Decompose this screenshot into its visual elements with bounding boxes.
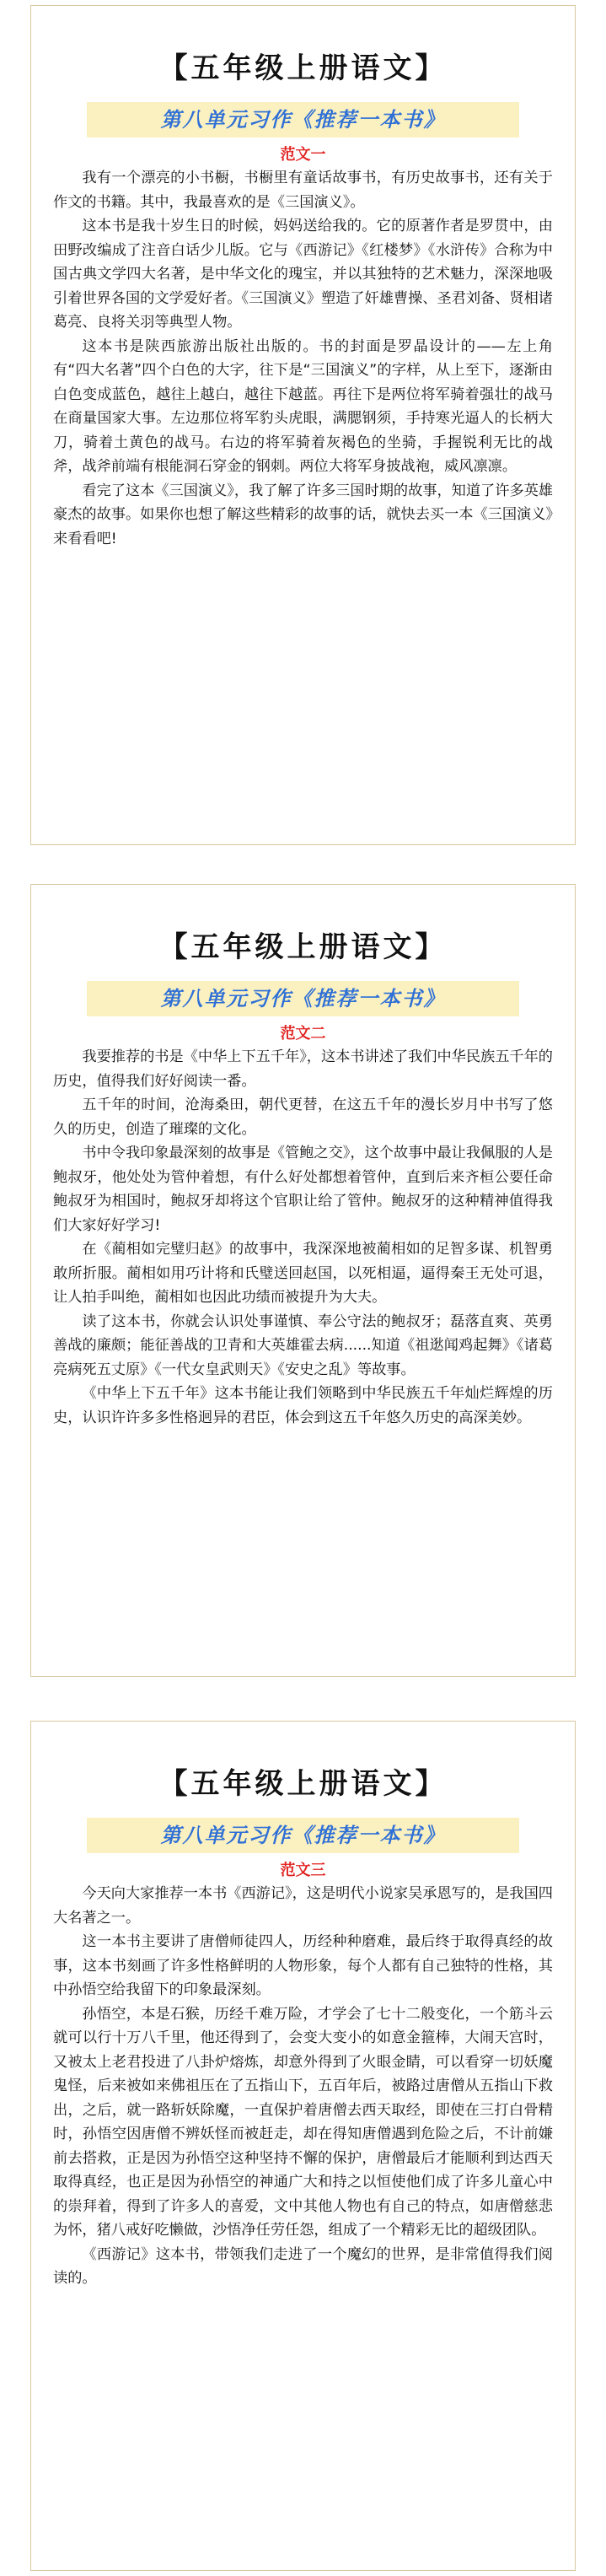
essay-label: 范文三 [280, 1862, 326, 1879]
essay-paragraph: 这本书是我十岁生日的时候，妈妈送给我的。它的原著作者是罗贯中，由田野改编成了注音白话少儿版。它与《西游记》《红楼梦》《水浒传》合称为中国古典文学四大名著，是中华文化的瑰宝，并以其独特的艺术魅力，深深地吸引着世界各国的文学爱好者。《三国演义》塑造了奸雄曹操、圣君刘备、贤相诸葛亮、良将关羽等典型人物。 [53, 218, 553, 331]
essay-card-3 [30, 1721, 576, 2571]
essay-paragraph: 读了这本书，你就会认识处事谨慎、奉公守法的鲍叔牙；磊落直爽、英勇善战的廉颇；能征善战的卫青和大英雄霍去病......知道《祖逖闻鸡起舞》《诸葛亮病死五丈原》《一代女皇武则天》《安史之乱》等故事。 [53, 1312, 553, 1378]
essay-paragraph: 我要推荐的书是《中华上下五千年》，这本书讲述了我们中华民族五千年的历史，值得我们好好阅读一番。 [53, 1048, 553, 1090]
essay-label: 范文二 [280, 1025, 326, 1043]
essay-paragraph: 孙悟空，本是石猴，历经千难万险，才学会了七十二般变化，一个筋斗云就可以行十万八千里，他还得到了，会变大变小的如意金箍棒，大闹天宫时，又被太上老君投进了八卦炉熔炼，却意外得到了火眼金睛，可以看穿一切妖魔鬼怪，后来被如来佛祖压在了五指山下，五百年后，被路过唐僧从五指山下救出，之后，就一路斩妖除魔，一直保护着唐僧去西天取经，即使在三打白骨精时，孙悟空因唐僧不辨妖怪而被赶走，却在得知唐僧遇到危险之后，不计前嫌前去搭救，正是因为孙悟空这种坚持不懈的保护，唐僧最后才能顺利到达西天取得真经，也正是因为孙悟空的神通广大和持之以恒使他们成了许多儿童心中的崇拜着，得到了许多人的喜爱，文中其他人物也有自己的特点，如唐僧慈悲为怀，猪八戒好吃懒做，沙悟净任劳任怨，组成了一个精彩无比的超级团队。 [53, 2005, 553, 2239]
essay-card-1 [30, 5, 576, 845]
essay-paragraph: 《中华上下五千年》这本书能让我们领略到中华民族五千年灿烂辉煌的历史，认识许许多多性格迥异的君臣，体会到这五千年悠久历史的高深美妙。 [53, 1385, 553, 1426]
essay-paragraph: 这本书是陕西旅游出版社出版的。书的封面是罗晶设计的——左上角有“四大名著”四个白色的大字，往下是“三国演义”的字样，从上至下，逐渐由白色变成蓝色，越往上越白，越往下越蓝。再往下是两位将军骑着强壮的战马在商量国家大事。左边那位将军豹头虎眼，满腮钢须，手持寒光逼人的长柄大刀，骑着土黄色的战马。右边的将军骑着灰褐色的坐骑，手握锐利无比的战斧，战斧前端有根能洞石穿金的钢刺。两位大将军身披战袍，威风凛凛。 [53, 337, 553, 475]
essay-paragraph: 今天向大家推荐一本书《西游记》，这是明代小说家吴承恩写的，是我国四大名著之一。 [53, 1885, 553, 1927]
essay-paragraph: 我有一个漂亮的小书橱，书橱里有童话故事书，有历史故事书，还有关于作文的书籍。其中，我最喜欢的是《三国演义》。 [53, 170, 553, 211]
essay-card-2 [30, 884, 576, 1677]
page-title: 【五年级上册语文】 [158, 51, 448, 85]
essay-subtitle: 第八单元习作《推荐一本书》 [87, 1818, 519, 1853]
essay-paragraph: 《西游记》这本书，带领我们走进了一个魔幻的世界，是非常值得我们阅读的。 [53, 2245, 553, 2287]
essay-paragraph: 在《蔺相如完璧归赵》的故事中，我深深地被蔺相如的足智多谋、机智勇敢所折服。蔺相如用巧计将和氏璧送回赵国，以死相逼，逼得秦王无处可退，让人拍手叫绝，蔺相如也因此功绩而被提升为大夫。 [53, 1241, 553, 1306]
essay-paragraph: 五千年的时间，沧海桑田，朝代更替，在这五千年的漫长岁月中书写了悠久的历史，创造了璀璨的文化。 [53, 1097, 553, 1138]
essay-paragraph: 看完了这本《三国演义》，我了解了许多三国时期的故事，知道了许多英雄豪杰的故事。如果你也想了解这些精彩的故事的话，就快去买一本《三国演义》来看看吧! [53, 482, 553, 547]
essay-paragraph: 书中令我印象最深刻的故事是《管鲍之交》，这个故事中最让我佩服的人是鲍叔牙，他处处为管仲着想，有什么好处都想着管仲，直到后来齐桓公要任命鲍叔牙为相国时，鲍叔牙却将这个官职让给了管仲。鲍叔牙的这种精神值得我们大家好好学习! [53, 1145, 553, 1234]
essay-label: 范文一 [280, 146, 326, 164]
essay-paragraph: 这一本书主要讲了唐僧师徒四人，历经种种磨难，最后终于取得真经的故事，这本书刻画了许多性格鲜明的人物形象，每个人都有自己独特的性格，其中孙悟空给我留下的印象最深刻。 [53, 1933, 553, 1998]
page-title: 【五年级上册语文】 [158, 1767, 448, 1801]
page-title: 【五年级上册语文】 [158, 930, 448, 964]
essay-subtitle: 第八单元习作《推荐一本书》 [87, 981, 519, 1016]
essay-subtitle: 第八单元习作《推荐一本书》 [87, 102, 519, 137]
